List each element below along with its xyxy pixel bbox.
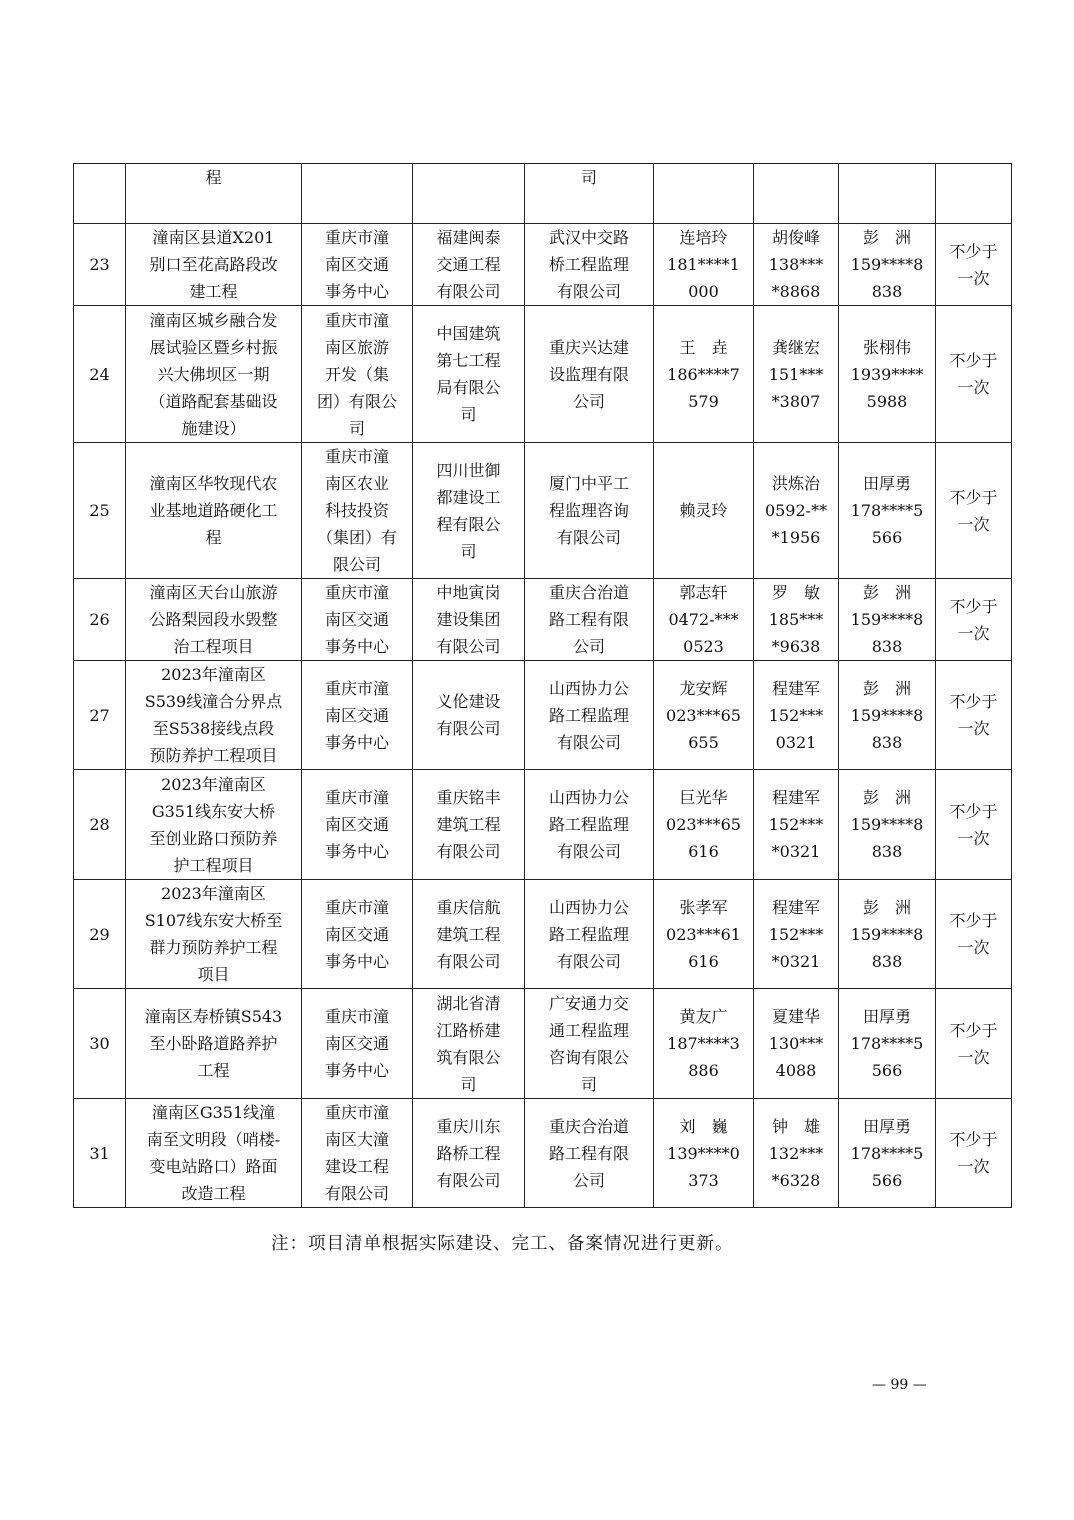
row-number-cell (74, 164, 126, 224)
project-name-cell: 潼南区城乡融合发 展试验区暨乡村振 兴大佛坝区一期 （道路配套基础设 施建设） (126, 306, 302, 443)
contact-3-cell: 彭 洲 159****8 838 (839, 224, 936, 306)
supervisor-cell: 山西协力公 路工程监理 有限公司 (525, 770, 654, 880)
project-name-cell: 2023年潼南区 S107线东安大桥至 群力预防养护工程 项目 (126, 880, 302, 989)
supervisor-cell: 广安通力交 通工程监理 咨询有限公 司 (525, 989, 654, 1099)
contractor-cell: 四川世御 都建设工 程有限公 司 (413, 443, 525, 579)
builder-cell: 重庆市潼 南区交通 事务中心 (302, 661, 413, 770)
contact-1-cell: 张孝军 023***61 616 (654, 880, 754, 989)
row-number-cell: 23 (74, 224, 126, 306)
contact-3-cell: 张栩伟 1939**** 5988 (839, 306, 936, 443)
frequency-cell: 不少于 一次 (936, 1099, 1012, 1208)
supervisor-cell: 重庆兴达建 设监理有限 公司 (525, 306, 654, 443)
supervisor-cell: 厦门中平工 程监理咨询 有限公司 (525, 443, 654, 579)
contractor-cell: 重庆川东 路桥工程 有限公司 (413, 1099, 525, 1208)
row-number-cell: 29 (74, 880, 126, 989)
project-name-cell: 潼南区寿桥镇S543 至小卧路道路养护 工程 (126, 989, 302, 1099)
table-row (74, 880, 1012, 989)
project-name-cell: 2023年潼南区 G351线东安大桥 至创业路口预防养 护工程项目 (126, 770, 302, 880)
project-name-cell: 潼南区天台山旅游 公路梨园段水毁整 治工程项目 (126, 579, 302, 661)
row-number-cell: 30 (74, 989, 126, 1099)
builder-cell: 重庆市潼 南区交通 事务中心 (302, 770, 413, 880)
builder-cell: 重庆市潼 南区交通 事务中心 (302, 224, 413, 306)
contractor-cell: 中地寅岗 建设集团 有限公司 (413, 579, 525, 661)
table-row (74, 443, 1012, 579)
table-row (74, 770, 1012, 880)
page-number: — 99 — (872, 1377, 927, 1393)
contact-3-cell: 田厚勇 178****5 566 (839, 989, 936, 1099)
frequency-cell: 不少于 一次 (936, 306, 1012, 443)
contact-3-cell: 田厚勇 178****5 566 (839, 1099, 936, 1208)
builder-cell: 重庆市潼 南区交通 事务中心 (302, 579, 413, 661)
table-row (74, 306, 1012, 443)
contractor-cell (413, 164, 525, 224)
contact-3-cell: 彭 洲 159****8 838 (839, 770, 936, 880)
builder-cell (302, 164, 413, 224)
contact-2-cell: 夏建华 130*** 4088 (754, 989, 839, 1099)
contact-2-cell: 罗 敏 185*** *9638 (754, 579, 839, 661)
contractor-cell: 重庆信航 建筑工程 有限公司 (413, 880, 525, 989)
contractor-cell: 重庆铭丰 建筑工程 有限公司 (413, 770, 525, 880)
contact-3-cell: 彭 洲 159****8 838 (839, 880, 936, 989)
contact-1-cell: 黄友广 187****3 886 (654, 989, 754, 1099)
row-number-cell: 28 (74, 770, 126, 880)
builder-cell: 重庆市潼 南区旅游 开发（集 团）有限公 司 (302, 306, 413, 443)
row-number-cell: 25 (74, 443, 126, 579)
frequency-cell: 不少于 一次 (936, 880, 1012, 989)
supervisor-cell: 重庆合治道 路工程有限 公司 (525, 579, 654, 661)
table-row (74, 989, 1012, 1099)
table-row (74, 661, 1012, 770)
supervisor-cell: 武汉中交路 桥工程监理 有限公司 (525, 224, 654, 306)
supervisor-cell: 司 (525, 164, 654, 224)
contractor-cell: 湖北省清 江路桥建 筑有限公 司 (413, 989, 525, 1099)
supervisor-cell: 重庆合治道 路工程有限 公司 (525, 1099, 654, 1208)
contact-2-cell (754, 164, 839, 224)
project-name-cell: 2023年潼南区 S539线潼合分界点 至S538接线点段 预防养护工程项目 (126, 661, 302, 770)
row-number-cell: 24 (74, 306, 126, 443)
table-row (74, 579, 1012, 661)
builder-cell: 重庆市潼 南区农业 科技投资 （集团）有 限公司 (302, 443, 413, 579)
frequency-cell: 不少于 一次 (936, 443, 1012, 579)
project-name-cell: 潼南区G351线潼 南至文明段（哨楼- 变电站路口）路面 改造工程 (126, 1099, 302, 1208)
contact-2-cell: 胡俊峰 138*** *8868 (754, 224, 839, 306)
row-number-cell: 26 (74, 579, 126, 661)
frequency-cell: 不少于 一次 (936, 579, 1012, 661)
supervisor-cell: 山西协力公 路工程监理 有限公司 (525, 661, 654, 770)
row-number-cell: 31 (74, 1099, 126, 1208)
contact-2-cell: 程建军 152*** 0321 (754, 661, 839, 770)
contact-2-cell: 程建军 152*** *0321 (754, 880, 839, 989)
contact-2-cell: 龚继宏 151*** *3807 (754, 306, 839, 443)
project-name-cell: 程 (126, 164, 302, 224)
project-table (73, 163, 1012, 1208)
project-name-cell: 潼南区华牧现代农 业基地道路硬化工 程 (126, 443, 302, 579)
table-note: 注：项目清单根据实际建设、完工、备案情况进行更新。 (271, 1234, 734, 1254)
contact-1-cell (654, 164, 754, 224)
contact-1-cell: 巨光华 023***65 616 (654, 770, 754, 880)
builder-cell: 重庆市潼 南区交通 事务中心 (302, 880, 413, 989)
contact-3-cell (839, 164, 936, 224)
contact-3-cell: 彭 洲 159****8 838 (839, 579, 936, 661)
contractor-cell: 义伦建设 有限公司 (413, 661, 525, 770)
builder-cell: 重庆市潼 南区大潼 建设工程 有限公司 (302, 1099, 413, 1208)
contractor-cell: 福建闽泰 交通工程 有限公司 (413, 224, 525, 306)
contact-3-cell: 田厚勇 178****5 566 (839, 443, 936, 579)
builder-cell: 重庆市潼 南区交通 事务中心 (302, 989, 413, 1099)
contact-1-cell: 王 垚 186****7 579 (654, 306, 754, 443)
contact-2-cell: 程建军 152*** *0321 (754, 770, 839, 880)
project-name-cell: 潼南区县道X201 别口至花高路段改 建工程 (126, 224, 302, 306)
table-row (74, 224, 1012, 306)
contact-3-cell: 彭 洲 159****8 838 (839, 661, 936, 770)
contact-1-cell: 连培玲 181****1 000 (654, 224, 754, 306)
frequency-cell: 不少于 一次 (936, 661, 1012, 770)
contractor-cell: 中国建筑 第七工程 局有限公 司 (413, 306, 525, 443)
supervisor-cell: 山西协力公 路工程监理 有限公司 (525, 880, 654, 989)
frequency-cell: 不少于 一次 (936, 770, 1012, 880)
frequency-cell: 不少于 一次 (936, 224, 1012, 306)
row-number-cell: 27 (74, 661, 126, 770)
contact-2-cell: 钟 雄 132*** *6328 (754, 1099, 839, 1208)
contact-1-cell: 郭志轩 0472-*** 0523 (654, 579, 754, 661)
contact-1-cell: 龙安辉 023***65 655 (654, 661, 754, 770)
table-row (74, 1099, 1012, 1208)
contact-2-cell: 洪炼治 0592-** *1956 (754, 443, 839, 579)
table-row-continuation (74, 164, 1012, 224)
frequency-cell (936, 164, 1012, 224)
contact-1-cell: 刘 巍 139****0 373 (654, 1099, 754, 1208)
contact-1-cell: 赖灵玲 (654, 443, 754, 579)
frequency-cell: 不少于 一次 (936, 989, 1012, 1099)
